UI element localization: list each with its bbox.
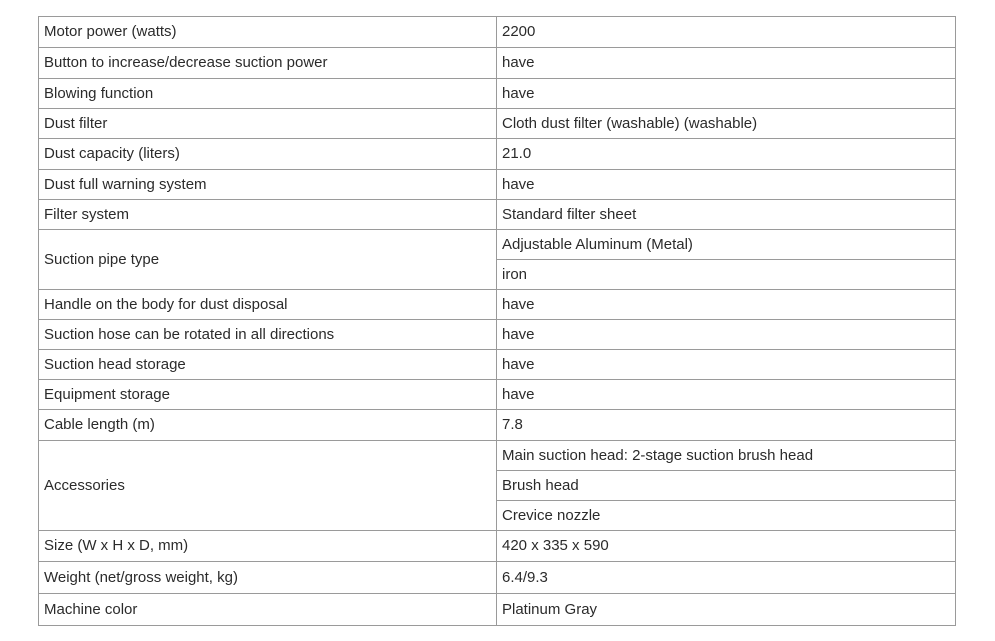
table-row <box>39 17 956 48</box>
table-row <box>39 170 956 200</box>
spec-label: Blowing function <box>39 79 497 109</box>
spec-label: Weight (net/gross weight, kg) <box>39 562 497 594</box>
table-row <box>39 410 956 441</box>
spec-value: have <box>497 290 956 320</box>
spec-value: iron <box>497 260 956 290</box>
spec-value: 21.0 <box>497 139 956 170</box>
table-row <box>39 139 956 170</box>
spec-table <box>38 16 956 626</box>
spec-label: Dust filter <box>39 109 497 139</box>
spec-value: have <box>497 48 956 79</box>
table-row <box>39 350 956 380</box>
spec-label: Machine color <box>39 594 497 626</box>
table-row <box>39 109 956 139</box>
spec-value: have <box>497 320 956 350</box>
spec-label: Dust full warning system <box>39 170 497 200</box>
spec-value: 6.4/9.3 <box>497 562 956 594</box>
spec-value: Main suction head: 2-stage suction brush head <box>497 441 956 471</box>
table-row <box>39 230 956 260</box>
spec-label: Size (W x H x D, mm) <box>39 531 497 562</box>
spec-label: Accessories <box>39 441 497 531</box>
spec-label: Suction head storage <box>39 350 497 380</box>
spec-value: 7.8 <box>497 410 956 441</box>
table-row <box>39 531 956 562</box>
spec-label: Dust capacity (liters) <box>39 139 497 170</box>
table-row <box>39 594 956 626</box>
spec-value: Cloth dust filter (washable) (washable) <box>497 109 956 139</box>
spec-value: Platinum Gray <box>497 594 956 626</box>
table-row <box>39 48 956 79</box>
spec-value: 2200 <box>497 17 956 48</box>
spec-value: have <box>497 170 956 200</box>
spec-value: Brush head <box>497 471 956 501</box>
table-row <box>39 290 956 320</box>
table-row <box>39 79 956 109</box>
table-row <box>39 562 956 594</box>
spec-label: Cable length (m) <box>39 410 497 441</box>
spec-value: have <box>497 380 956 410</box>
table-row <box>39 380 956 410</box>
spec-value: have <box>497 79 956 109</box>
table-row <box>39 441 956 471</box>
spec-label: Suction pipe type <box>39 230 497 290</box>
spec-value: Crevice nozzle <box>497 501 956 531</box>
spec-value: Standard filter sheet <box>497 200 956 230</box>
spec-label: Equipment storage <box>39 380 497 410</box>
spec-label: Suction hose can be rotated in all directions <box>39 320 497 350</box>
spec-table-body <box>39 17 956 626</box>
table-row <box>39 320 956 350</box>
spec-label: Button to increase/decrease suction power <box>39 48 497 79</box>
spec-value: 420 x 335 x 590 <box>497 531 956 562</box>
spec-value: have <box>497 350 956 380</box>
spec-label: Handle on the body for dust disposal <box>39 290 497 320</box>
spec-label: Motor power (watts) <box>39 17 497 48</box>
spec-value: Adjustable Aluminum (Metal) <box>497 230 956 260</box>
table-row <box>39 200 956 230</box>
spec-label: Filter system <box>39 200 497 230</box>
